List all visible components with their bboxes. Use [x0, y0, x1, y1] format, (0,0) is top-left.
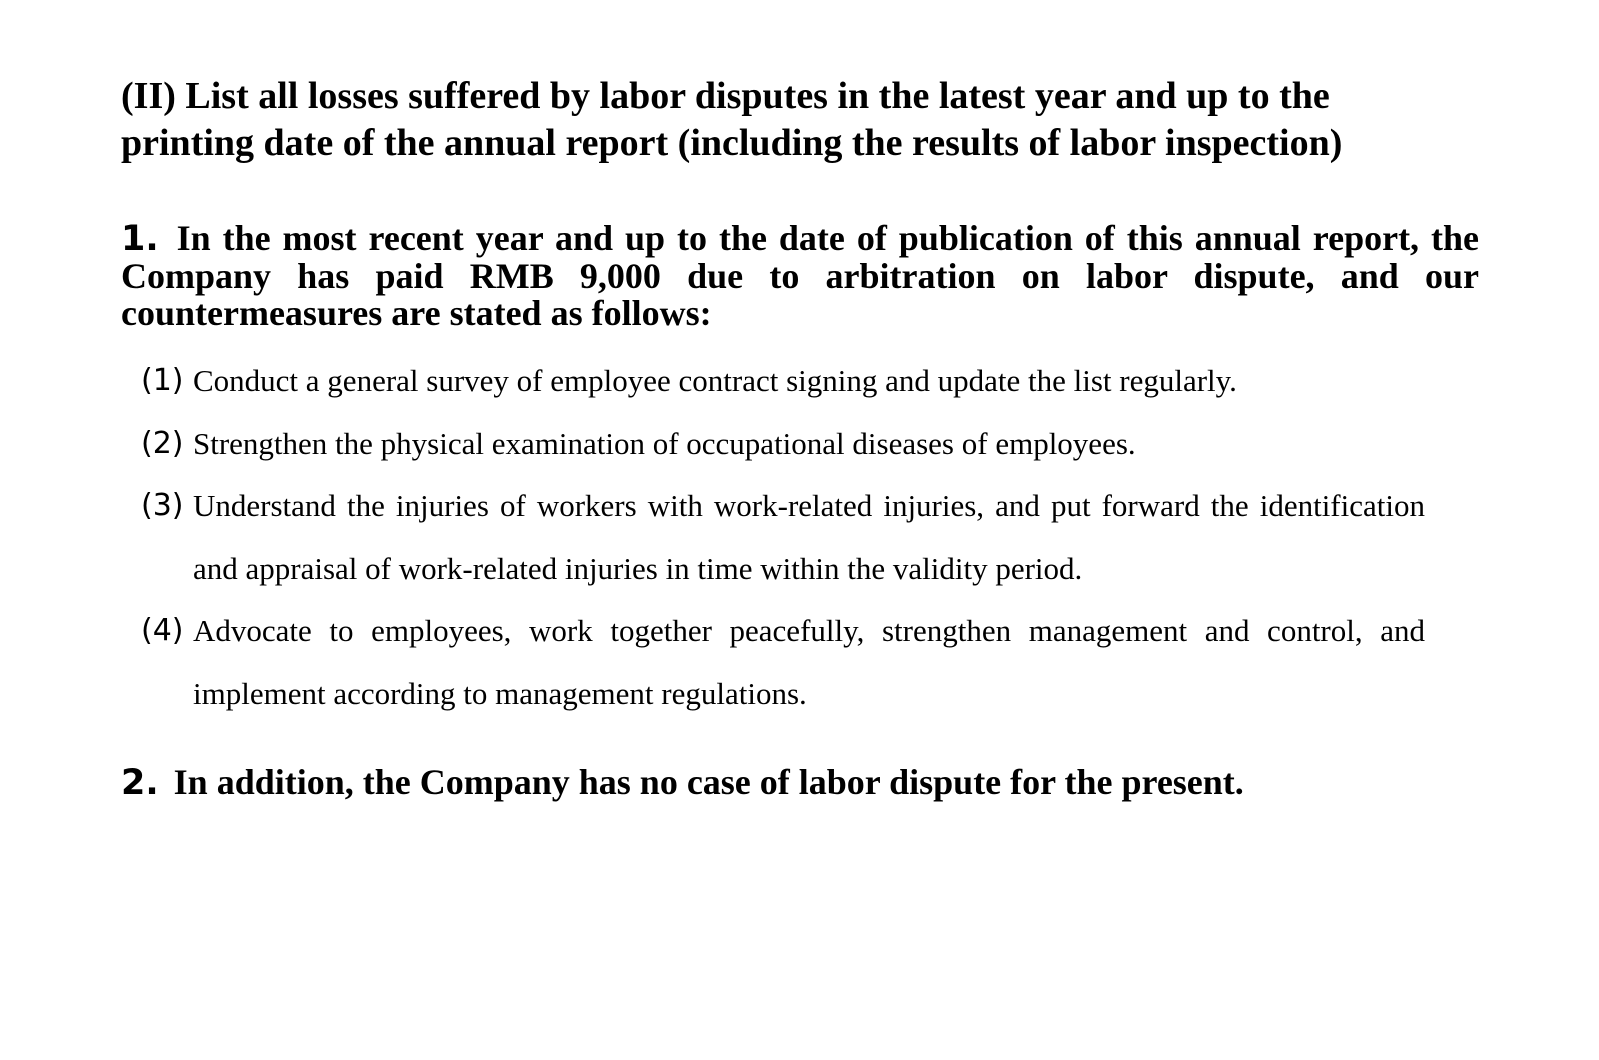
countermeasure-item [141, 475, 1425, 600]
countermeasure-text: Understand the injuries of workers with work-related injuries, and put forward the identification and appraisal of work-related injuries in time within the validity period. [193, 488, 1425, 586]
point-1 [121, 220, 1479, 332]
countermeasure-number: (4) [141, 613, 184, 648]
point-2-text: In addition, the Company has no case of labor dispute for the present. [173, 762, 1244, 802]
countermeasure-number: (3) [141, 488, 184, 523]
countermeasure-item [141, 350, 1425, 413]
section-heading: (II) List all losses suffered by labor disputes in the latest year and up to the printing date of the annual report (including the results of labor inspection) [121, 75, 1343, 164]
point-2 [121, 760, 1479, 805]
countermeasure-number: (1) [141, 363, 184, 398]
countermeasure-item [141, 413, 1425, 476]
countermeasure-text: Advocate to employees, work together peacefully, strengthen management and control, and implement according to management regulations. [193, 613, 1425, 711]
point-1-text: In the most recent year and up to the date of publication of this annual report, the Company has paid RMB 9,000 due to arbitration on labor dispute, and our countermeasures are stated as follows: [121, 218, 1480, 333]
countermeasure-text: Conduct a general survey of employee contract signing and update the list regularly. [193, 363, 1237, 398]
point-1-number: 1. [121, 219, 159, 259]
countermeasure-item [141, 600, 1425, 725]
countermeasures-list [141, 350, 1425, 725]
countermeasure-number: (2) [141, 425, 184, 461]
countermeasure-text: Strengthen the physical examination of occupational diseases of employees. [193, 425, 1136, 461]
point-2-number: 2. [121, 763, 159, 803]
